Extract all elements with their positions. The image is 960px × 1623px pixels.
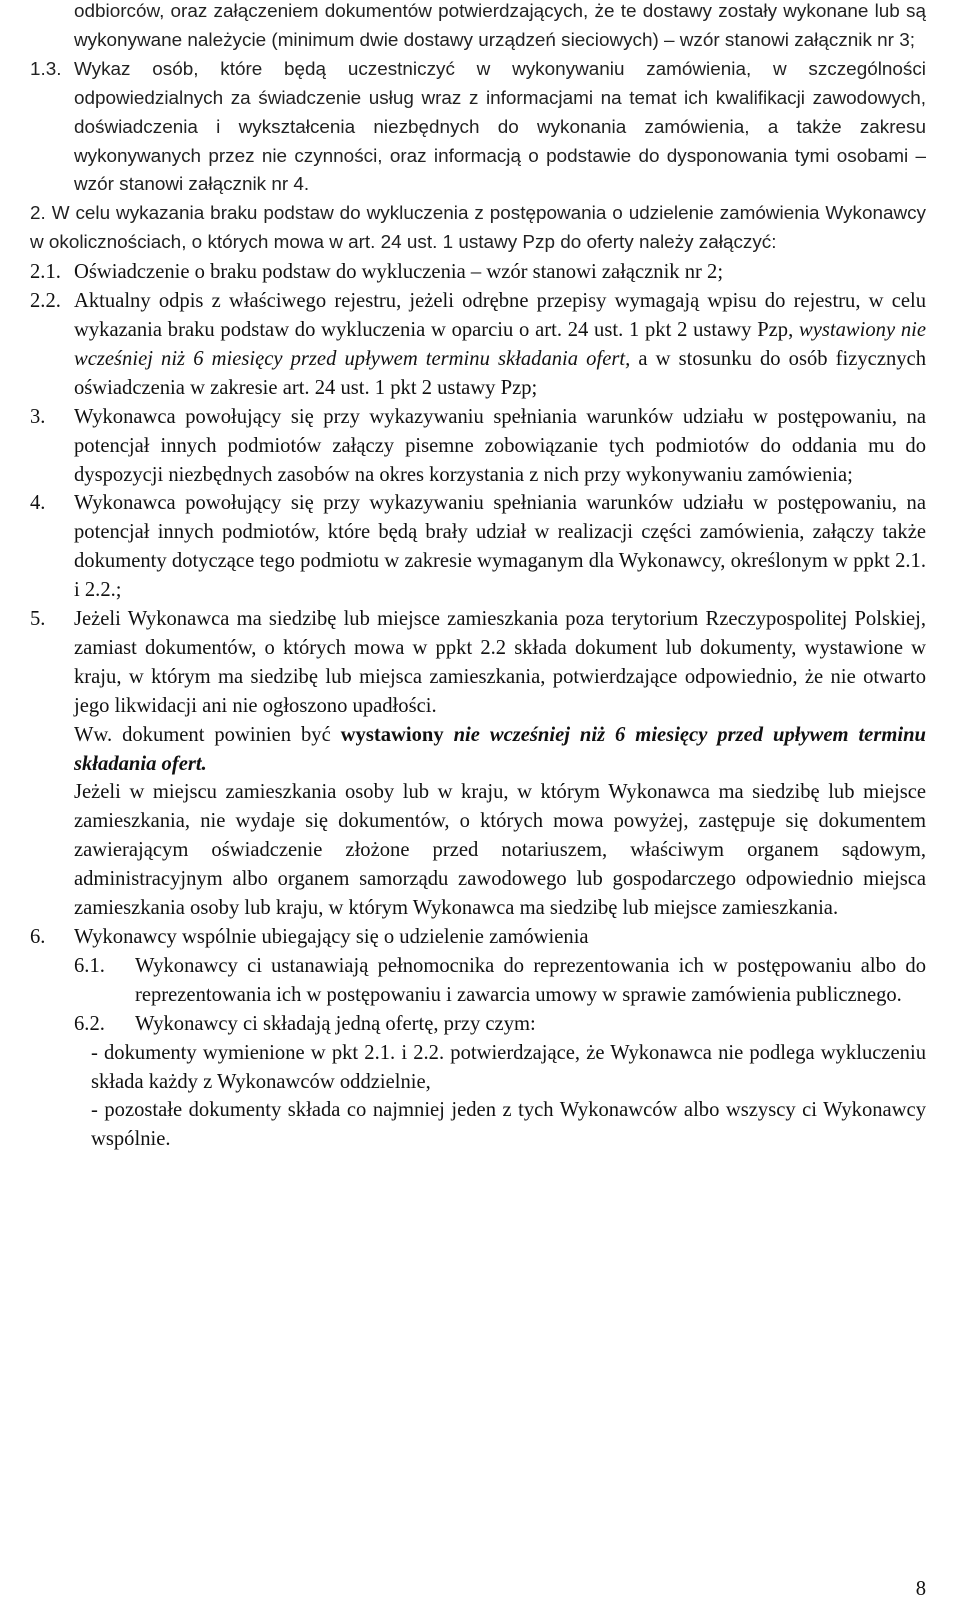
paragraph-continuation	[30, 0, 926, 56]
item-number: 6.	[30, 926, 46, 948]
item-number: 6.1.	[74, 954, 105, 977]
item-text: Wykonawcy ci ustanawiają pełnomocnika do reprezentowania ich w postępowaniu albo do reprezentowania ich w postępowaniu i zawarcia umowy w sprawie zamówienia publicznego.	[135, 954, 926, 1006]
item-number: 4.	[30, 492, 46, 515]
list-item-2	[30, 200, 926, 258]
document-page	[30, 0, 926, 1154]
item-text-italic: wystawiony nie wcześniej niż 6 miesięcy przed upływem terminu składania ofert,	[74, 318, 926, 370]
item-number: 2.1.	[30, 261, 61, 284]
item-text: Jeżeli w miejscu zamieszkania osoby lub w kraju, w którym Wykonawca ma siedzibę lub miejsce zamieszkania, nie wydaje się dokumentów, o których mowa powyżej, zastępuje się dokumentem zawierającym oświadczenie złożone przed notariuszem, właściwym organem sądowym, administracyjnym albo organem samorządu zawodowego lub gospodarczego odpowiednio miejsca zamieszkania osoby lub kraju, w którym Wykonawca ma siedzibę lub miejsce zamieszkania.	[74, 781, 926, 920]
item-text: Wykonawcy ci składają jedną ofertę, przy czym:	[135, 1012, 536, 1035]
item-text: Wykaz osób, które będą uczestniczyć w wykonywaniu zamówienia, w szczególności odpowiedzialnych za świadczenie usług wraz z informacjami na temat ich kwalifikacji zawodowych, doświadczenia i wykształcenia niezbędnych do wykonania zamówienia, a także zakresu wykonywanych przez nie czynności, oraz informacją o podstawie do dysponowania tymi osobami – wzór stanowi załącznik nr 4.	[74, 58, 926, 196]
item-text: Wykonawcy wspólnie ubiegający się o udzielenie zamówienia	[74, 926, 589, 948]
list-item-6-2-dash-2	[30, 1096, 926, 1154]
note-text: Ww. dokument powinien być	[74, 723, 341, 746]
item-5-continuation	[30, 778, 926, 923]
list-item-5	[30, 605, 926, 721]
item-text: W celu wykazania braku podstaw do wykluczenia z postępowania o udzielenie zamówienia Wykonawcy w okolicznościach, o których mowa w art. 24 ust. 1 ustawy Pzp do oferty należy załączyć:	[30, 203, 927, 254]
item-number: 2.	[30, 203, 46, 225]
item-text: Oświadczenie o braku podstaw do wykluczenia – wzór stanowi załącznik nr 2;	[74, 261, 724, 284]
item-text: Aktualny odpis z właściwego rejestru, jeżeli odrębne przepisy wymagają wpisu do rejestru, w celu wykazania braku podstaw do wykluczenia w oparciu o art. 24 ust. 1 pkt 2 ustawy Pzp,	[74, 290, 926, 341]
paragraph-text: odbiorców, oraz załączeniem dokumentów potwierdzających, że te dostawy zostały wykonane lub są wykonywane należycie (minimum dwie dostawy urządzeń sieciowych) – wzór stanowi załącznik nr 3;	[74, 1, 926, 51]
item-number: 2.2.	[30, 290, 61, 313]
item-text: Wykonawca powołujący się przy wykazywaniu spełniania warunków udziału w postępowaniu, na potencjał innych podmiotów załączy pisemne zobowiązanie tych podmiotów do oddania mu do dyspozycji niezbędnych zasobów na okres korzystania z nich przy wykonywaniu zamówienia;	[74, 405, 926, 486]
item-number: 1.3.	[30, 58, 62, 80]
page-number: 8	[915, 1578, 926, 1600]
list-item-1-3	[30, 56, 926, 201]
list-item-6-1	[30, 952, 926, 1010]
note-text-bold-italic: nie wcześniej niż 6 miesięcy przed upływem terminu składania ofert.	[74, 723, 926, 775]
note-text-bold: wystawiony	[340, 723, 444, 746]
list-item-6-2-dash-1	[30, 1039, 926, 1097]
item-text-end: a w stosunku do osób fizycznych oświadczenia w zakresie art. 24 ust. 1 pkt 2 ustawy Pzp;	[74, 347, 926, 399]
dash-item-text: - pozostałe dokumenty składa co najmniej jeden z tych Wykonawców albo wszyscy ci Wykonawcy wspólnie.	[91, 1099, 926, 1151]
item-number: 5.	[30, 608, 46, 631]
item-text: Wykonawca powołujący się przy wykazywaniu spełniania warunków udziału w postępowaniu, na potencjał innych podmiotów, które będą brały udział w realizacji części zamówienia, załączy także dokumenty dotyczące tego podmiotu w zakresie wymaganym dla Wykonawcy, określonym w ppkt 2.1. i 2.2.;	[74, 492, 926, 602]
item-text: Jeżeli Wykonawca ma siedzibę lub miejsce zamieszkania poza terytorium Rzeczypospolitej Polskiej, zamiast dokumentów, o których mowa w ppkt 2.2 składa dokument lub dokumenty, wystawione w kraju, w którym ma siedzibę lub miejsca zamieszkania, potwierdzające odpowiednio, że nie otwarto jego likwidacji ani nie ogłoszono upadłości.	[74, 608, 926, 717]
list-item-2-1	[30, 258, 926, 287]
list-item-2-2	[30, 287, 926, 403]
list-item-6-2	[30, 1010, 926, 1039]
item-5-note	[30, 721, 926, 779]
list-item-4	[30, 489, 926, 605]
item-number: 3.	[30, 405, 46, 428]
item-number: 6.2.	[74, 1012, 105, 1035]
dash-item-text: - dokumenty wymienione w pkt 2.1. i 2.2. potwierdzające, że Wykonawca nie podlega wykluczeniu składa każdy z Wykonawców oddzielnie,	[91, 1041, 926, 1093]
list-item-3	[30, 403, 926, 490]
list-item-6	[30, 923, 926, 952]
